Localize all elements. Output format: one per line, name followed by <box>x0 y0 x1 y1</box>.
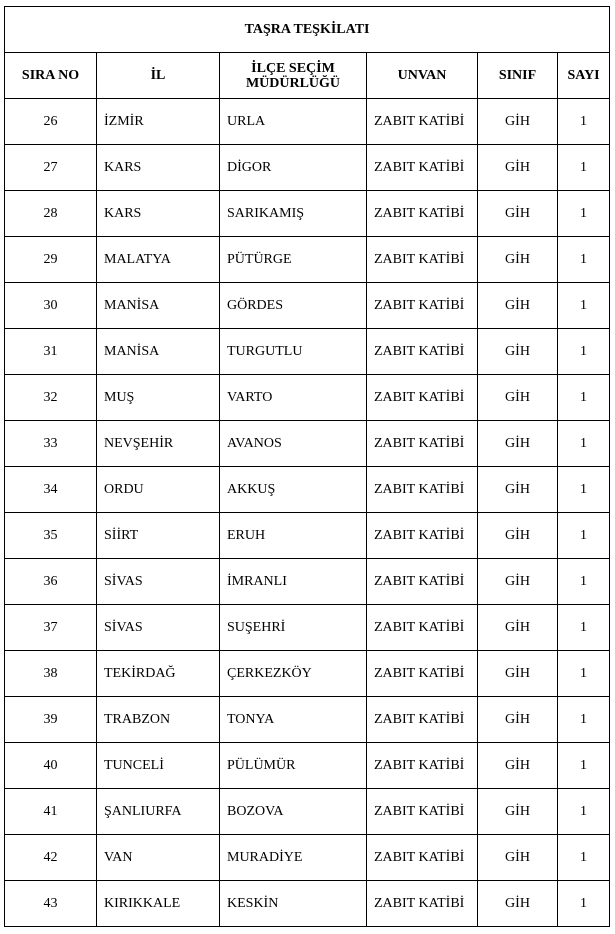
cell-il: MANİSA <box>97 329 220 375</box>
table-row <box>5 467 610 513</box>
cell-sira-no: 41 <box>5 789 97 835</box>
cell-sira-no: 30 <box>5 283 97 329</box>
header-ilce-line1: İLÇE SEÇİM <box>251 60 335 76</box>
cell-sira-no: 43 <box>5 881 97 927</box>
table-row <box>5 513 610 559</box>
cell-ilce: BOZOVA <box>220 789 367 835</box>
cell-ilce: PÜTÜRGE <box>220 237 367 283</box>
table-row <box>5 421 610 467</box>
cell-ilce: URLA <box>220 99 367 145</box>
cell-sira-no: 32 <box>5 375 97 421</box>
cell-unvan: ZABIT KATİBİ <box>367 237 478 283</box>
table-row <box>5 375 610 421</box>
table-row <box>5 145 610 191</box>
cell-sayi: 1 <box>558 99 610 145</box>
header-sinif: SINIF <box>478 53 558 99</box>
cell-sayi: 1 <box>558 237 610 283</box>
cell-il: MALATYA <box>97 237 220 283</box>
table-row <box>5 743 610 789</box>
cell-ilce: SUŞEHRİ <box>220 605 367 651</box>
table-row <box>5 789 610 835</box>
cell-sira-no: 37 <box>5 605 97 651</box>
table-row <box>5 191 610 237</box>
header-sayi: SAYI <box>558 53 610 99</box>
cell-ilce: TURGUTLU <box>220 329 367 375</box>
table-row <box>5 881 610 927</box>
cell-ilce: ÇERKEZKÖY <box>220 651 367 697</box>
cell-sira-no: 28 <box>5 191 97 237</box>
cell-sira-no: 33 <box>5 421 97 467</box>
cell-sayi: 1 <box>558 421 610 467</box>
cell-unvan: ZABIT KATİBİ <box>367 191 478 237</box>
cell-sayi: 1 <box>558 835 610 881</box>
cell-sayi: 1 <box>558 191 610 237</box>
cell-sayi: 1 <box>558 467 610 513</box>
cell-il: NEVŞEHİR <box>97 421 220 467</box>
cell-sayi: 1 <box>558 881 610 927</box>
cell-il: TRABZON <box>97 697 220 743</box>
cell-ilce: GÖRDES <box>220 283 367 329</box>
cell-sayi: 1 <box>558 513 610 559</box>
cell-il: TUNCELİ <box>97 743 220 789</box>
cell-sayi: 1 <box>558 743 610 789</box>
cell-sayi: 1 <box>558 651 610 697</box>
cell-unvan: ZABIT KATİBİ <box>367 99 478 145</box>
table-header-row <box>5 53 610 99</box>
table-row <box>5 99 610 145</box>
table-row <box>5 283 610 329</box>
cell-ilce: ERUH <box>220 513 367 559</box>
cell-unvan: ZABIT KATİBİ <box>367 145 478 191</box>
cell-ilce: KESKİN <box>220 881 367 927</box>
cell-unvan: ZABIT KATİBİ <box>367 605 478 651</box>
header-ilce-line2: MÜDÜRLÜĞÜ <box>245 75 341 91</box>
cell-ilce: DİGOR <box>220 145 367 191</box>
cell-unvan: ZABIT KATİBİ <box>367 329 478 375</box>
cell-ilce: AVANOS <box>220 421 367 467</box>
table-row <box>5 697 610 743</box>
cell-sinif: GİH <box>478 789 558 835</box>
cell-sayi: 1 <box>558 697 610 743</box>
table-row <box>5 651 610 697</box>
cell-sinif: GİH <box>478 329 558 375</box>
staff-table <box>4 6 610 927</box>
cell-il: ŞANLIURFA <box>97 789 220 835</box>
cell-sayi: 1 <box>558 283 610 329</box>
header-sira-no: SIRA NO <box>5 53 97 99</box>
cell-il: SİİRT <box>97 513 220 559</box>
cell-sira-no: 34 <box>5 467 97 513</box>
cell-sira-no: 39 <box>5 697 97 743</box>
cell-sinif: GİH <box>478 651 558 697</box>
cell-il: KARS <box>97 145 220 191</box>
cell-sinif: GİH <box>478 145 558 191</box>
cell-unvan: ZABIT KATİBİ <box>367 789 478 835</box>
cell-unvan: ZABIT KATİBİ <box>367 467 478 513</box>
cell-ilce: AKKUŞ <box>220 467 367 513</box>
cell-sinif: GİH <box>478 283 558 329</box>
cell-sira-no: 42 <box>5 835 97 881</box>
table-title-row <box>5 7 610 53</box>
cell-ilce: VARTO <box>220 375 367 421</box>
table-body <box>5 99 610 927</box>
cell-unvan: ZABIT KATİBİ <box>367 513 478 559</box>
table-row <box>5 605 610 651</box>
cell-sira-no: 31 <box>5 329 97 375</box>
cell-sinif: GİH <box>478 743 558 789</box>
table-row <box>5 559 610 605</box>
cell-sinif: GİH <box>478 881 558 927</box>
cell-sayi: 1 <box>558 559 610 605</box>
cell-sinif: GİH <box>478 99 558 145</box>
cell-ilce: İMRANLI <box>220 559 367 605</box>
cell-sira-no: 38 <box>5 651 97 697</box>
cell-sinif: GİH <box>478 421 558 467</box>
header-il: İL <box>97 53 220 99</box>
cell-sira-no: 40 <box>5 743 97 789</box>
table-title: TAŞRA TEŞKİLATI <box>5 7 610 53</box>
cell-il: KARS <box>97 191 220 237</box>
cell-il: SİVAS <box>97 559 220 605</box>
cell-sayi: 1 <box>558 789 610 835</box>
cell-sayi: 1 <box>558 605 610 651</box>
cell-sinif: GİH <box>478 191 558 237</box>
cell-unvan: ZABIT KATİBİ <box>367 835 478 881</box>
table-row <box>5 329 610 375</box>
cell-ilce: MURADİYE <box>220 835 367 881</box>
cell-unvan: ZABIT KATİBİ <box>367 283 478 329</box>
cell-sira-no: 26 <box>5 99 97 145</box>
cell-il: ORDU <box>97 467 220 513</box>
cell-sinif: GİH <box>478 835 558 881</box>
cell-sinif: GİH <box>478 467 558 513</box>
cell-il: SİVAS <box>97 605 220 651</box>
cell-sinif: GİH <box>478 237 558 283</box>
cell-il: TEKİRDAĞ <box>97 651 220 697</box>
cell-sinif: GİH <box>478 559 558 605</box>
cell-unvan: ZABIT KATİBİ <box>367 697 478 743</box>
cell-sayi: 1 <box>558 375 610 421</box>
cell-unvan: ZABIT KATİBİ <box>367 651 478 697</box>
cell-sira-no: 35 <box>5 513 97 559</box>
cell-il: İZMİR <box>97 99 220 145</box>
cell-sira-no: 29 <box>5 237 97 283</box>
cell-ilce: PÜLÜMÜR <box>220 743 367 789</box>
header-unvan: UNVAN <box>367 53 478 99</box>
cell-sinif: GİH <box>478 697 558 743</box>
cell-sinif: GİH <box>478 513 558 559</box>
cell-unvan: ZABIT KATİBİ <box>367 743 478 789</box>
cell-il: MUŞ <box>97 375 220 421</box>
cell-unvan: ZABIT KATİBİ <box>367 881 478 927</box>
cell-sinif: GİH <box>478 605 558 651</box>
cell-sira-no: 27 <box>5 145 97 191</box>
table-row <box>5 835 610 881</box>
cell-sayi: 1 <box>558 145 610 191</box>
cell-unvan: ZABIT KATİBİ <box>367 375 478 421</box>
cell-ilce: TONYA <box>220 697 367 743</box>
header-ilce <box>220 53 367 99</box>
cell-unvan: ZABIT KATİBİ <box>367 559 478 605</box>
cell-unvan: ZABIT KATİBİ <box>367 421 478 467</box>
cell-sira-no: 36 <box>5 559 97 605</box>
cell-sinif: GİH <box>478 375 558 421</box>
cell-sayi: 1 <box>558 329 610 375</box>
cell-il: KIRIKKALE <box>97 881 220 927</box>
table-row <box>5 237 610 283</box>
cell-ilce: SARIKAMIŞ <box>220 191 367 237</box>
cell-il: VAN <box>97 835 220 881</box>
cell-il: MANİSA <box>97 283 220 329</box>
